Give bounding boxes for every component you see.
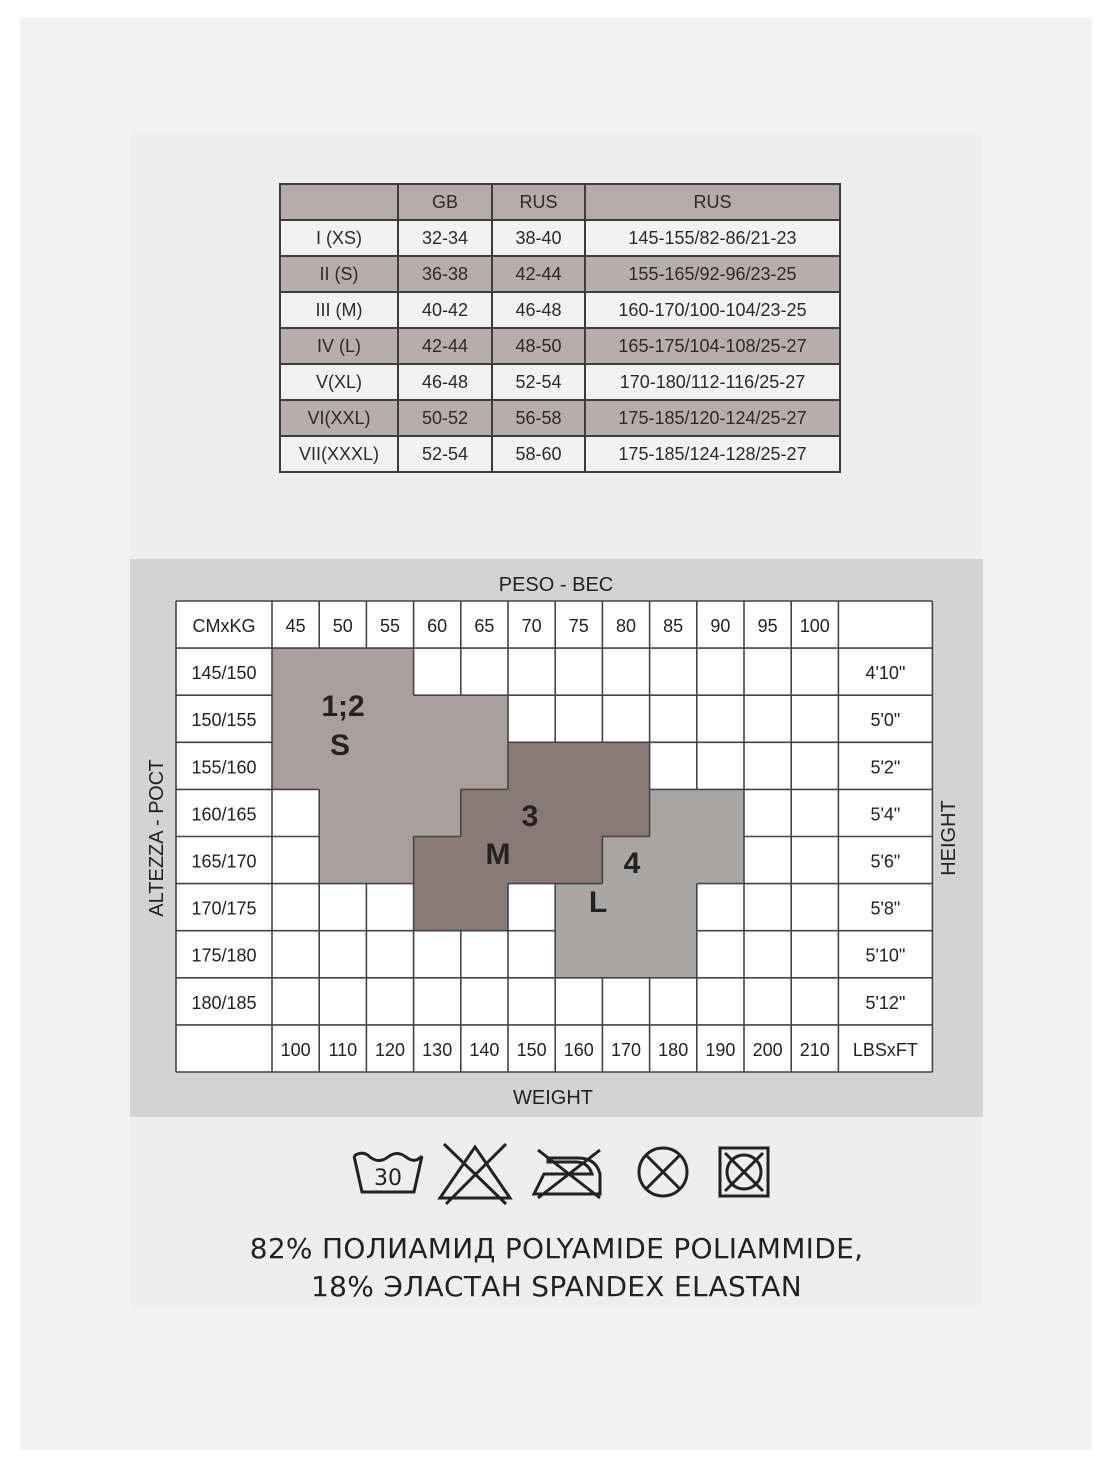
- kg-tick-label: 90: [710, 616, 731, 636]
- cm-tick-label: 160/165: [191, 804, 257, 825]
- lbs-tick-label: 180: [658, 1039, 689, 1060]
- table-cell: 52-54: [398, 436, 492, 472]
- kg-tick-label: 100: [799, 616, 830, 636]
- lbs-tick-label: 120: [374, 1039, 406, 1060]
- table-cell: VI(XXL): [280, 400, 398, 436]
- lbs-tick-label: 200: [752, 1039, 783, 1060]
- lbs-tick-label: 150: [516, 1039, 547, 1060]
- table-cell: 46-48: [492, 292, 585, 328]
- kg-tick-label: 85: [663, 616, 684, 636]
- kg-tick-label: 75: [568, 616, 589, 636]
- ft-tick-label: 4'10": [865, 663, 906, 684]
- axis-title-right: HEIGHT: [938, 800, 960, 876]
- table-cell: III (M): [280, 292, 398, 328]
- lbs-tick-label: 110: [328, 1039, 358, 1060]
- cm-tick-label: 170/175: [191, 898, 257, 919]
- table-cell: 36-38: [398, 256, 492, 292]
- table-cell: 160-170/100-104/23-25: [585, 292, 840, 328]
- ft-tick-label: 5'4": [870, 804, 901, 825]
- header-cell: RUS: [585, 184, 840, 220]
- table-cell: 40-42: [398, 292, 492, 328]
- table-cell: 46-48: [398, 364, 492, 400]
- zone-label-l-size: L: [588, 886, 608, 919]
- ft-tick-label: 5'2": [870, 757, 901, 778]
- kg-tick-label: 45: [285, 616, 306, 636]
- kg-tick-label: 70: [521, 616, 542, 636]
- cm-tick-label: 145/150: [191, 663, 257, 684]
- zone-label-s-number: 1;2: [321, 690, 365, 723]
- corner-label-lbsxft: LBSxFT: [852, 1039, 918, 1060]
- kg-tick-label: 55: [379, 616, 401, 636]
- table-cell: VII(XXXL): [280, 436, 398, 472]
- header-cell: GB: [398, 184, 492, 220]
- table-cell: 58-60: [492, 436, 585, 472]
- cm-tick-label: 150/155: [191, 710, 257, 731]
- cm-tick-label: 165/170: [191, 851, 257, 872]
- lbs-tick-label: 190: [705, 1039, 736, 1060]
- table-cell: 155-165/92-96/23-25: [585, 256, 840, 292]
- composition-line-1: 82% ПОЛИАМИД POLYAMIDE POLIAMMIDE,: [249, 1232, 864, 1265]
- axis-title-top: PESO - ВЕС: [498, 574, 614, 596]
- kg-tick-label: 80: [615, 616, 637, 636]
- ft-tick-label: 5'0": [870, 710, 901, 731]
- table-cell: 50-52: [398, 400, 492, 436]
- kg-tick-label: 50: [332, 616, 353, 636]
- cm-tick-label: 180/185: [191, 992, 257, 1013]
- table-cell: IV (L): [280, 328, 398, 364]
- corner-label-cmxkg: CMxKG: [192, 616, 256, 636]
- lbs-tick-label: 170: [610, 1039, 642, 1060]
- table-cell: I (XS): [280, 220, 398, 256]
- lbs-tick-label: 160: [563, 1039, 594, 1060]
- ft-tick-label: 5'10": [865, 945, 906, 966]
- kg-tick-label: 65: [474, 616, 495, 636]
- lbs-tick-label: 100: [280, 1039, 311, 1060]
- ft-tick-label: 5'8": [870, 898, 901, 919]
- axis-title-left: ALTEZZA - РОСТ: [146, 759, 168, 917]
- table-cell: 38-40: [492, 220, 585, 256]
- axis-title-bottom: WEIGHT: [513, 1087, 593, 1109]
- lbs-tick-label: 140: [469, 1039, 500, 1060]
- fabric-composition: [130, 1230, 983, 1306]
- table-cell: 42-44: [398, 328, 492, 364]
- ft-tick-label: 5'6": [870, 851, 901, 872]
- table-cell: 52-54: [492, 364, 585, 400]
- table-cell: 56-58: [492, 400, 585, 436]
- lbs-tick-label: 130: [422, 1039, 453, 1060]
- lbs-tick-label: 210: [799, 1039, 830, 1060]
- zone-label-m-size: M: [485, 838, 511, 871]
- zone-label-l-number: 4: [623, 847, 641, 880]
- table-cell: 145-155/82-86/21-23: [585, 220, 840, 256]
- table-cell: 32-34: [398, 220, 492, 256]
- composition-line-2: 18% ЭЛАСТАН SPANDEX ELASTAN: [311, 1270, 802, 1303]
- ft-tick-label: 5'12": [865, 992, 906, 1013]
- table-cell: 170-180/112-116/25-27: [585, 364, 840, 400]
- table-cell: II (S): [280, 256, 398, 292]
- table-cell: 175-185/120-124/25-27: [585, 400, 840, 436]
- zone-label-s-size: S: [329, 729, 351, 762]
- cm-tick-label: 155/160: [191, 757, 257, 778]
- wash-temp: 30: [374, 1166, 402, 1191]
- table-cell: 42-44: [492, 256, 585, 292]
- zone-label-m-number: 3: [521, 800, 539, 833]
- kg-tick-label: 95: [757, 616, 778, 636]
- table-cell: 165-175/104-108/25-27: [585, 328, 840, 364]
- kg-tick-label: 60: [427, 616, 448, 636]
- table-cell: 175-185/124-128/25-27: [585, 436, 840, 472]
- cm-tick-label: 175/180: [191, 945, 257, 966]
- table-cell: V(XL): [280, 364, 398, 400]
- table-cell: 48-50: [492, 328, 585, 364]
- header-cell: RUS: [492, 184, 585, 220]
